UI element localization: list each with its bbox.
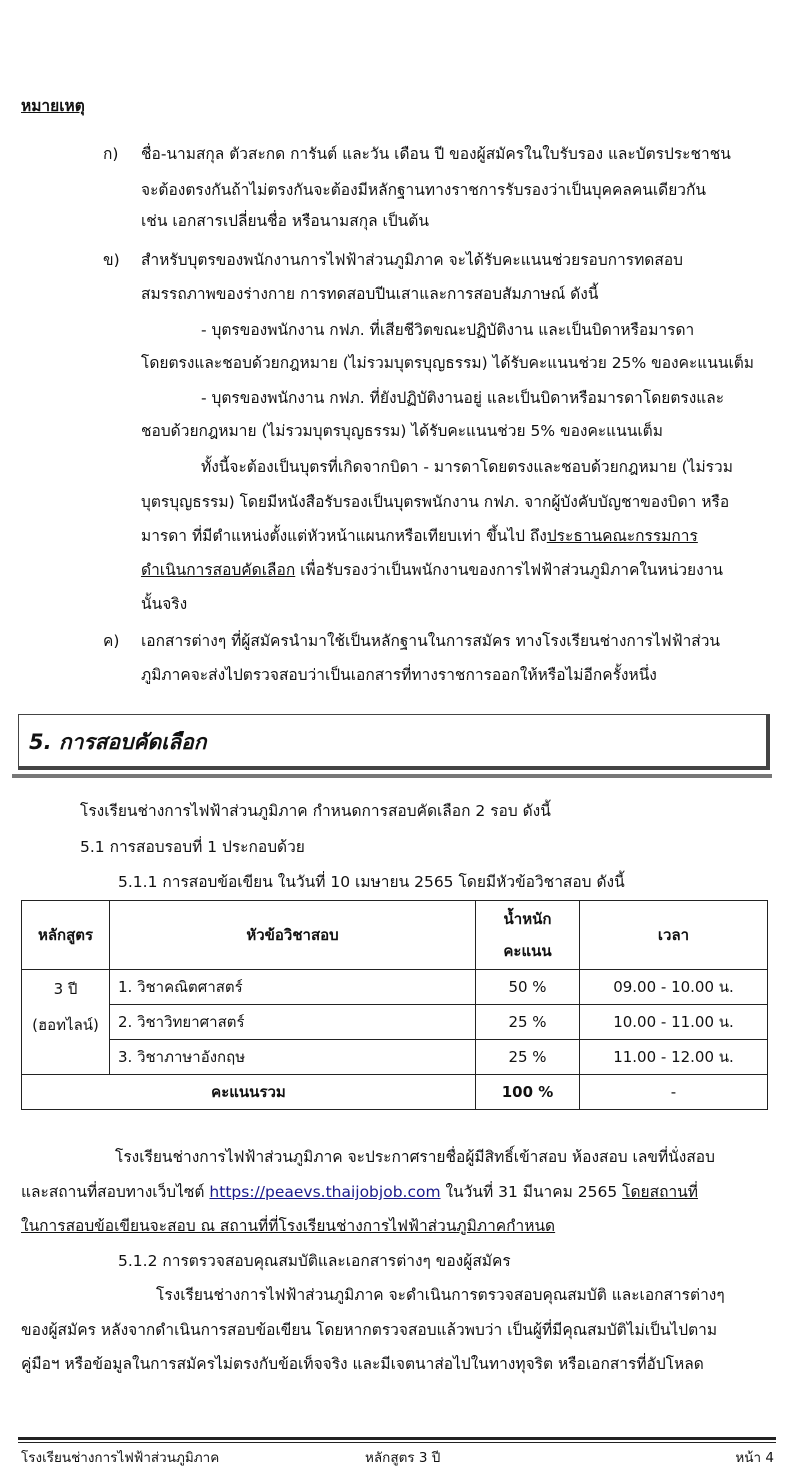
announcement-line: โรงเรียนช่างการไฟฟ้าส่วนภูมิภาค จะประกาศรายชื่อผู้มีสิทธิ์เข้าสอบ ห้องสอบ เลขที่นั่งสอบ bbox=[115, 1148, 715, 1166]
subject-cell: 2. วิชาวิทยาศาสตร์ bbox=[110, 1005, 476, 1040]
footer-rule bbox=[18, 1437, 776, 1440]
section-5-banner bbox=[18, 714, 770, 770]
header-subject: หัวข้อวิชาสอบ bbox=[110, 901, 476, 970]
announcement-text: และสถานที่สอบทางเว็บไซต์ bbox=[21, 1183, 210, 1201]
remark-line: จะต้องตรงกันถ้าไม่ตรงกันจะต้องมีหลักฐานทางราชการรับรองว่าเป็นบุคคลคนเดียวกัน bbox=[141, 181, 706, 199]
website-link[interactable]: https://peaevs.thaijobjob.com bbox=[209, 1183, 441, 1201]
announcement-text: ในวันที่ 31 มีนาคม 2565 bbox=[440, 1183, 623, 1201]
course-cell bbox=[22, 970, 110, 1075]
section-5-1-2-line: ของผู้สมัคร หลังจากดำเนินการสอบข้อเขียน โดยหากตรวจสอบแล้วพบว่า เป็นผู้ที่มีคุณสมบัติไม่เป็นไปตาม bbox=[21, 1321, 718, 1339]
remark-line: ชื่อ-นามสกุล ตัวสะกด การันต์ และวัน เดือน ปี ของผู้สมัครในใบรับรอง และบัตรประชาชน bbox=[141, 145, 731, 163]
remark-marker: ค) bbox=[103, 632, 120, 650]
table-row bbox=[22, 1005, 768, 1040]
footer-page-number: หน้า 4 bbox=[735, 1450, 774, 1466]
table-row bbox=[22, 970, 768, 1005]
total-time: - bbox=[580, 1075, 768, 1110]
remark-marker: ก) bbox=[103, 145, 119, 163]
course-line2: (ฮอทไลน์) bbox=[32, 1016, 99, 1034]
section-5-1-2-line: โรงเรียนช่างการไฟฟ้าส่วนภูมิภาค จะดำเนินการตรวจสอบคุณสมบัติ และเอกสารต่างๆ bbox=[156, 1286, 725, 1304]
section-5-1-2-heading: 5.1.2 การตรวจสอบคุณสมบัติและเอกสารต่างๆ ของผู้สมัคร bbox=[118, 1252, 511, 1270]
committee-name-cont: ดำเนินการสอบคัดเลือก bbox=[141, 561, 296, 579]
remark-line bbox=[141, 526, 698, 546]
remark-line: ทั้งนี้จะต้องเป็นบุตรที่เกิดจากบิดา - มารดาโดยตรงและชอบด้วยกฎหมาย (ไม่รวม bbox=[201, 458, 733, 476]
weight-cell: 25 % bbox=[476, 1005, 580, 1040]
section-5-1-heading: 5.1 การสอบรอบที่ 1 ประกอบด้วย bbox=[80, 838, 305, 856]
footer-rule-thin bbox=[18, 1442, 776, 1443]
time-cell: 09.00 - 10.00 น. bbox=[580, 970, 768, 1005]
announcement-underlined-line: ในการสอบข้อเขียนจะสอบ ณ สถานที่ที่โรงเรียนช่างการไฟฟ้าส่วนภูมิภาคกำหนด bbox=[21, 1217, 556, 1235]
header-weight bbox=[476, 901, 580, 970]
remark-line: ชอบด้วยกฎหมาย (ไม่รวมบุตรบุญธรรม) ได้รับคะแนนช่วย 5% ของคะแนนเต็ม bbox=[141, 422, 663, 440]
footer-course: หลักสูตร 3 ปี bbox=[365, 1450, 441, 1466]
subject-cell: 1. วิชาคณิตศาสตร์ bbox=[110, 970, 476, 1005]
remark-line: บุตรบุญธรรม) โดยมีหนังสือรับรองเป็นบุตรพนักงาน กฟภ. จากผู้บังคับบัญชาของบิดา หรือ bbox=[141, 493, 730, 511]
table-row bbox=[22, 1040, 768, 1075]
remark-line: เอกสารต่างๆ ที่ผู้สมัครนำมาใช้เป็นหลักฐานในการสมัคร ทางโรงเรียนช่างการไฟฟ้าส่วน bbox=[141, 632, 721, 650]
remark-line: - บุตรของพนักงาน กฟภ. ที่ยังปฏิบัติงานอยู่ และเป็นบิดาหรือมารดาโดยตรงและ bbox=[201, 389, 725, 407]
weight-cell: 25 % bbox=[476, 1040, 580, 1075]
header-weight-line1: น้ำหนัก bbox=[503, 910, 552, 928]
exam-schedule-table bbox=[21, 900, 768, 1110]
announcement-line bbox=[21, 1182, 698, 1202]
banner-underline bbox=[12, 774, 772, 778]
subject-cell: 3. วิชาภาษาอังกฤษ bbox=[110, 1040, 476, 1075]
table-header-row bbox=[22, 901, 768, 970]
remark-line: สำหรับบุตรของพนักงานการไฟฟ้าส่วนภูมิภาค จะได้รับคะแนนช่วยรอบการทดสอบ bbox=[141, 251, 683, 269]
remark-line: นั้นจริง bbox=[141, 595, 188, 613]
table-total-row bbox=[22, 1075, 768, 1110]
total-label: คะแนนรวม bbox=[22, 1075, 476, 1110]
course-line1: 3 ปี bbox=[53, 980, 78, 998]
remark-line: เช่น เอกสารเปลี่ยนชื่อ หรือนามสกุล เป็นต้น bbox=[141, 212, 429, 230]
section-5-intro: โรงเรียนช่างการไฟฟ้าส่วนภูมิภาค กำหนดการสอบคัดเลือก 2 รอบ ดังนี้ bbox=[80, 802, 551, 820]
announcement-underlined: โดยสถานที่ bbox=[622, 1183, 698, 1201]
header-time: เวลา bbox=[580, 901, 768, 970]
remark-line: - บุตรของพนักงาน กฟภ. ที่เสียชีวิตขณะปฏิบัติงาน และเป็นบิดาหรือมารดา bbox=[201, 321, 695, 339]
time-cell: 10.00 - 11.00 น. bbox=[580, 1005, 768, 1040]
remark-line: ภูมิภาคจะส่งไปตรวจสอบว่าเป็นเอกสารที่ทางราชการออกให้หรือไม่อีกครั้งหนึ่ง bbox=[141, 666, 657, 684]
section-5-title: 5. การสอบคัดเลือก bbox=[29, 730, 207, 754]
remark-text: มารดา ที่มีตำแหน่งตั้งแต่หัวหน้าแผนกหรือเทียบเท่า ขึ้นไป ถึง bbox=[141, 527, 547, 545]
remark-marker: ข) bbox=[103, 251, 120, 269]
footer-school: โรงเรียนช่างการไฟฟ้าส่วนภูมิภาค bbox=[21, 1450, 220, 1466]
weight-cell: 50 % bbox=[476, 970, 580, 1005]
remark-line: สมรรถภาพของร่างกาย การทดสอบปีนเสาและการสอบสัมภาษณ์ ดังนี้ bbox=[141, 285, 599, 303]
header-course: หลักสูตร bbox=[22, 901, 110, 970]
time-cell: 11.00 - 12.00 น. bbox=[580, 1040, 768, 1075]
section-5-1-2-line: คู่มือฯ หรือข้อมูลในการสมัครไม่ตรงกับข้อเท็จจริง และมีเจตนาส่อไปในทางทุจริต หรือเอกสารที่อัปโหลด bbox=[21, 1355, 704, 1373]
remarks-heading: หมายเหตุ bbox=[21, 97, 85, 115]
committee-name: ประธานคณะกรรมการ bbox=[546, 527, 698, 545]
remark-text: เพื่อรับรองว่าเป็นพนักงานของการไฟฟ้าส่วนภูมิภาคในหน่วยงาน bbox=[295, 561, 723, 579]
remark-line bbox=[141, 560, 723, 580]
section-5-1-1-heading: 5.1.1 การสอบข้อเขียน ในวันที่ 10 เมษายน 2565 โดยมีหัวข้อวิชาสอบ ดังนี้ bbox=[118, 873, 625, 891]
remark-line: โดยตรงและชอบด้วยกฎหมาย (ไม่รวมบุตรบุญธรรม) ได้รับคะแนนช่วย 25% ของคะแนนเต็ม bbox=[141, 354, 755, 372]
header-weight-line2: คะแนน bbox=[503, 942, 552, 960]
total-weight: 100 % bbox=[476, 1075, 580, 1110]
